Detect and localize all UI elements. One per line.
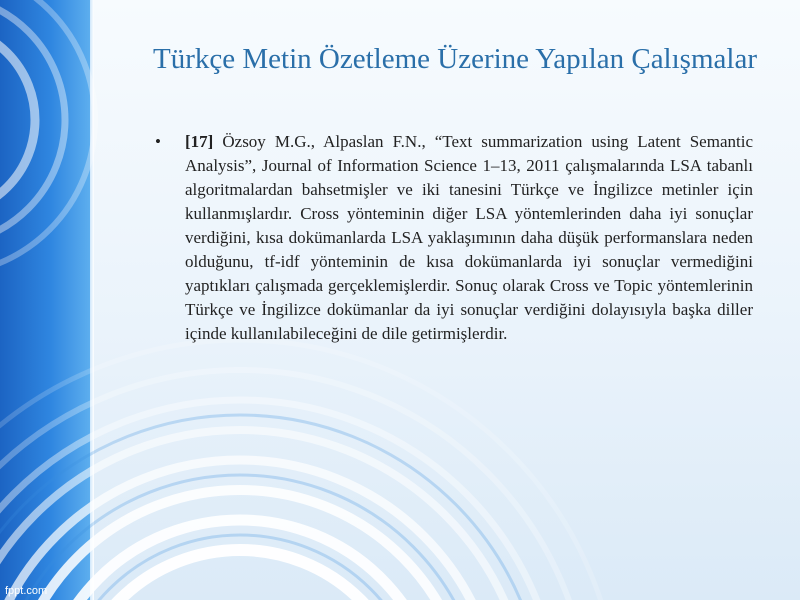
body-paragraph: Özsoy M.G., Alpaslan F.N., “Text summarization using Latent Semantic Analysis”, Journal of Information Science 1–13, 2011 çalışmalarında LSA tabanlı algoritmalardan bahsetmişler ve iki tanesini Türkçe ve İngilizce metinler için kullanmışlardır. Cross yönteminin diğer LSA yöntemlerinden daha iyi sonuçlar verdiğini, kısa dokümanlarda LSA yaklaşımının daha düşük performanslara neden olduğunu, tf-idf yönteminin de kısa dokümanlarda iyi sonuçlar vermediğini yaptıkları çalışmada gerçeklemişlerdir. Sonuç olarak Cross ve Topic yöntemlerinin Türkçe ve İngilizce dokümanlar da iyi sonuçlar verdiğini dolayısıyla başka diller içinde kullanılabileceğini de dile getirmişlerdir. <box>185 132 753 343</box>
bullet-icon: • <box>155 132 161 151</box>
bullet-item <box>155 130 753 346</box>
body-text <box>185 130 753 346</box>
slide-content <box>155 130 753 346</box>
reference-number: [17] <box>185 132 214 151</box>
watermark: fppt.com <box>5 585 48 597</box>
slide-title: Türkçe Metin Özetleme Üzerine Yapılan Çalışmalar <box>153 43 757 75</box>
